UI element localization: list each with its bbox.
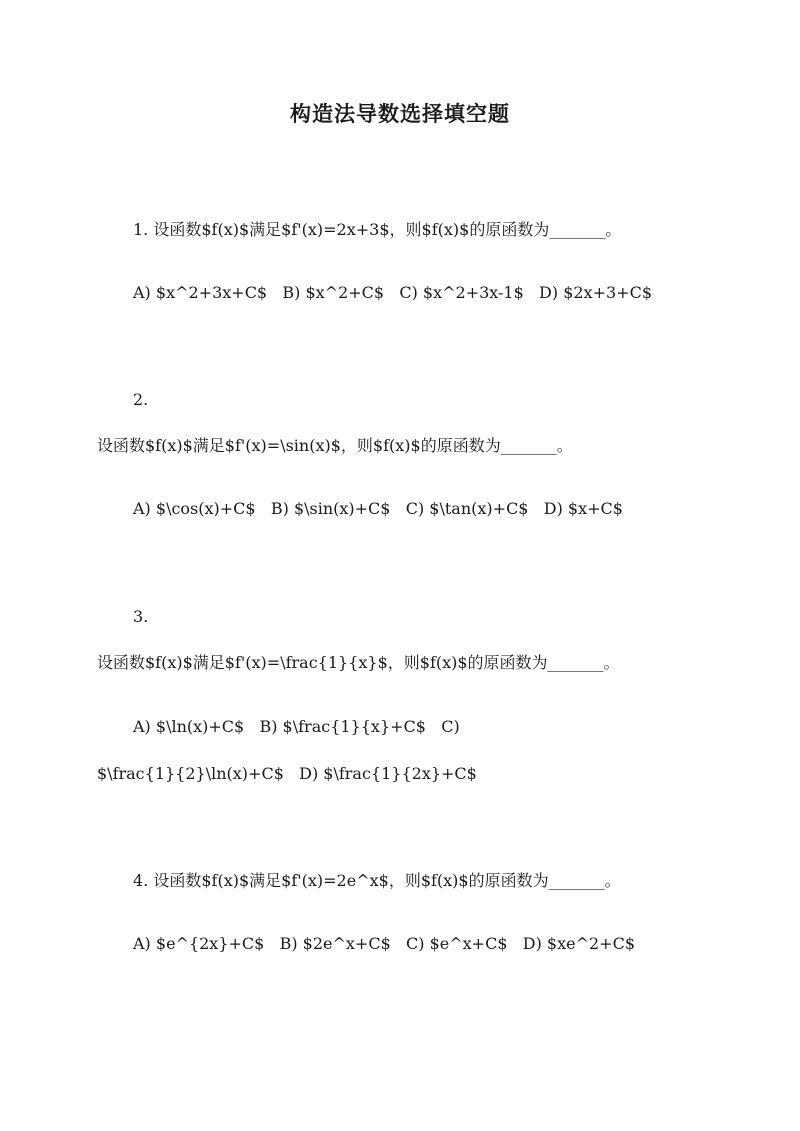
question-4-stem: 4. 设函数$f(x)$满足$f'(x)=2e^x$，则$f(x)$的原函数为_______。 xyxy=(133,871,621,890)
question-1-stem: 1. 设函数$f(x)$满足$f'(x)=2x+3$，则$f(x)$的原函数为_______。 xyxy=(133,220,622,239)
question-3-number: 3. xyxy=(133,607,149,626)
page-title: 构造法导数选择填空题 xyxy=(290,101,510,126)
question-2-stem: 设函数$f(x)$满足$f'(x)=\sin(x)$，则$f(x)$的原函数为_______。 xyxy=(97,436,573,455)
question-2-number: 2. xyxy=(133,390,149,409)
question-3-stem: 设函数$f(x)$满足$f'(x)=\frac{1}{x}$，则$f(x)$的原函数为_______。 xyxy=(97,653,620,672)
question-3-options-line-2: $\frac{1}{2}\ln(x)+C$ D) $\frac{1}{2x}+C$ xyxy=(97,764,477,783)
question-2-options: A) $\cos(x)+C$ B) $\sin(x)+C$ C) $\tan(x)+C$ D) $x+C$ xyxy=(133,499,623,518)
question-4-options: A) $e^{2x}+C$ B) $2e^x+C$ C) $e^x+C$ D) $xe^2+C$ xyxy=(133,934,635,953)
question-3-options-line-1: A) $\ln(x)+C$ B) $\frac{1}{x}+C$ C) xyxy=(133,717,460,736)
question-1-options: A) $x^2+3x+C$ B) $x^2+C$ C) $x^2+3x-1$ D) $2x+3+C$ xyxy=(133,283,652,302)
